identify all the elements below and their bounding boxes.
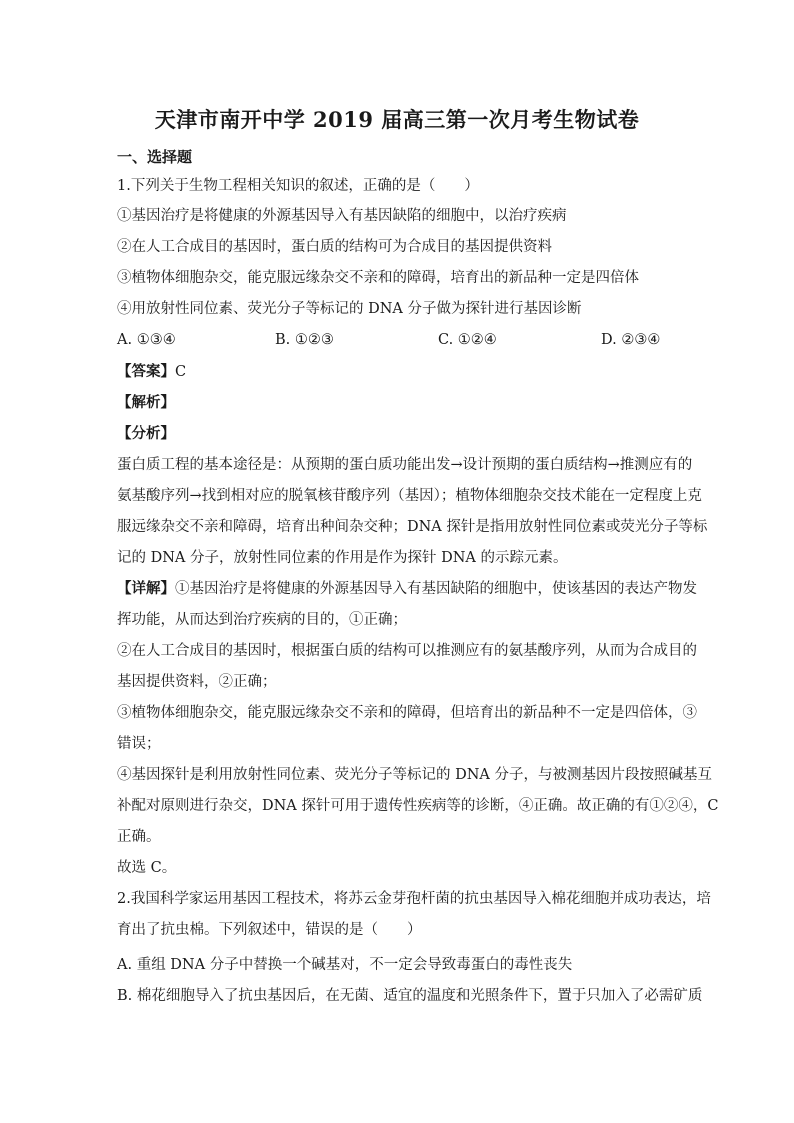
q2-option-a: A. 重组 DNA 分子中替换一个碱基对，不一定会导致毒蛋白的毒性丧失 [117, 957, 573, 973]
detail-line-6: 错误； [117, 736, 161, 752]
jiexi-label: 【解析】 [117, 394, 175, 411]
answer-value: C [175, 364, 187, 380]
q1-answer [117, 362, 697, 382]
q1-statement-3: ③植物体细胞杂交，能克服远缘杂交不亲和的障碍，培育出的新品种一定是四倍体 [117, 270, 639, 286]
detail-line-2: 挥功能，从而达到治疗疾病的目的，①正确； [117, 612, 407, 628]
detail-line-10: 故选 C。 [117, 860, 177, 876]
q2-stem-line-2: 育出了抗虫棉。下列叙述中，错误的是（ ） [117, 922, 422, 938]
fenxi-label: 【分析】 [117, 425, 175, 442]
q1-option-c: C. ①②④ [438, 332, 497, 348]
q1-stem: 1.下列关于生物工程相关知识的叙述，正确的是（ ） [117, 178, 479, 194]
detail-line-9: 正确。 [117, 829, 161, 845]
detail-line-4: 基因提供资料，②正确； [117, 674, 277, 690]
analysis-line-2: 氨基酸序列→找到相对应的脱氧核苷酸序列（基因）；植物体细胞杂交技术能在一定程度上克 [117, 488, 702, 504]
page-title: 天津市南开中学 2019 届高三第一次月考生物试卷 [154, 107, 640, 132]
q1-option-d: D. ②③④ [601, 332, 661, 348]
detail-line-8: 补配对原则进行杂交，DNA 探针可用于遗传性疾病等的诊断，④正确。故正确的有①②④，C [117, 798, 719, 814]
detail-line-1 [117, 579, 697, 599]
answer-label: 【答案】 [117, 363, 175, 380]
detail-line-5: ③植物体细胞杂交，能克服远缘杂交不亲和的障碍，但培育出的新品种不一定是四倍体，③ [117, 705, 697, 721]
analysis-line-3: 服远缘杂交不亲和障碍，培育出种间杂交种；DNA 探针是指用放射性同位素或荧光分子等标 [117, 519, 708, 535]
detail-line-7: ④基因探针是利用放射性同位素、荧光分子等标记的 DNA 分子，与被测基因片段按照碱基互 [117, 767, 712, 783]
analysis-line-4: 记的 DNA 分子，放射性同位素的作用是作为探针 DNA 的示踪元素。 [117, 550, 568, 566]
q1-option-b: B. ①②③ [275, 332, 334, 348]
q1-statement-4: ④用放射性同位素、荧光分子等标记的 DNA 分子做为探针进行基因诊断 [117, 301, 582, 317]
detail-line-3: ②在人工合成目的基因时，根据蛋白质的结构可以推测应有的氨基酸序列，从而为合成目的 [117, 643, 697, 659]
q2-option-b: B. 棉花细胞导入了抗虫基因后，在无菌、适宜的温度和光照条件下，置于只加入了必需矿质 [117, 988, 703, 1004]
q1-statement-1: ①基因治疗是将健康的外源基因导入有基因缺陷的细胞中，以治疗疾病 [117, 208, 567, 224]
detail-text-1: ①基因治疗是将健康的外源基因导入有基因缺陷的细胞中，使该基因的表达产物发 [175, 581, 697, 597]
analysis-line-1: 蛋白质工程的基本途径是：从预期的蛋白质功能出发→设计预期的蛋白质结构→推测应有的 [117, 457, 693, 473]
q1-option-a: A. ①③④ [117, 332, 176, 348]
q2-stem-line-1: 2.我国科学家运用基因工程技术，将苏云金芽孢杆菌的抗虫基因导入棉花细胞并成功表达，培 [117, 891, 711, 907]
q1-statement-2: ②在人工合成目的基因时，蛋白质的结构可为合成目的基因提供资料 [117, 239, 552, 255]
detail-label: 【详解】 [117, 580, 175, 597]
section-heading: 一、选择题 [117, 148, 193, 166]
